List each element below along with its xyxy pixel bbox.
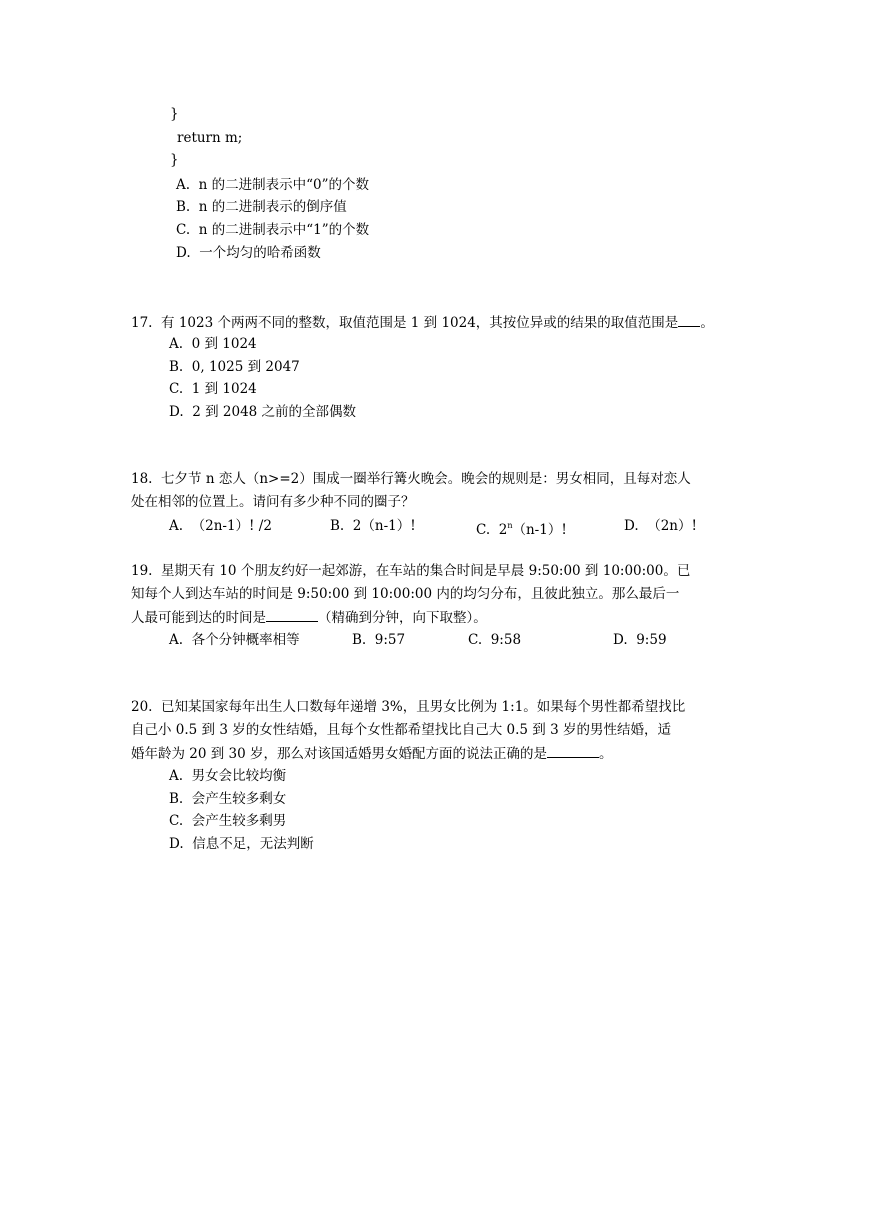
q18-option-a: A. （2n-1）! /2	[169, 518, 272, 534]
q20-stem-line1: 20. 已知某国家每年出生人口数每年递增 3%，且男女比例为 1:1。如果每个男性都希望找比	[131, 699, 686, 715]
q19-stem-line1: 19. 星期天有 10 个朋友约好一起郊游，在车站的集合时间是早晨 9:50:00 到 10:00:00。已	[131, 563, 691, 579]
q18-option-c-post: （n-1）!	[512, 522, 567, 538]
q20-stem-line3-post: 。	[599, 746, 613, 762]
q19-stem-line3-post: （精确到分钟，向下取整）。	[318, 610, 487, 626]
q17-stem-end: 。	[700, 315, 714, 331]
q17-stem	[131, 312, 714, 333]
q17-option-c: C. 1 到 1024	[169, 381, 257, 397]
q18-option-c-exponent: n	[507, 521, 513, 530]
q20-option-c: C. 会产生较多剩男	[169, 813, 287, 829]
q17-answer-blank	[678, 312, 700, 327]
q19-stem-line3	[131, 607, 487, 628]
q18-option-c-pre: C. 2	[476, 522, 508, 538]
q18-option-c	[476, 516, 567, 540]
q16-option-a: A. n 的二进制表示中“0”的个数	[176, 177, 370, 193]
q18-stem-line2: 处在相邻的位置上。请问有多少种不同的圈子？	[131, 494, 415, 510]
q16-option-c: C. n 的二进制表示中“1”的个数	[176, 222, 370, 238]
q18-stem-line1: 18. 七夕节 n 恋人（n>=2）围成一圈举行篝火晚会。晚会的规则是：男女相同，且每对恋人	[131, 471, 691, 487]
q18-option-d: D. （2n）!	[624, 518, 697, 534]
q16-option-b: B. n 的二进制表示的倒序值	[176, 199, 347, 215]
q18-option-b: B. 2（n-1）!	[330, 518, 416, 534]
code-return-line: return m;	[177, 130, 243, 146]
q19-stem-line3-pre: 人最可能到达的时间是	[131, 610, 266, 626]
q20-option-d: D. 信息不足，无法判断	[169, 836, 314, 852]
q16-option-d: D. 一个均匀的哈希函数	[176, 245, 321, 261]
q20-option-b: B. 会产生较多剩女	[169, 791, 287, 807]
q19-option-d: D. 9:59	[613, 632, 667, 648]
q19-stem-line2: 知每个人到达车站的时间是 9:50:00 到 10:00:00 内的均匀分布，且彼此独立。那么最后一	[131, 586, 680, 602]
q19-option-a: A. 各个分钟概率相等	[169, 632, 300, 648]
q19-answer-blank	[266, 607, 318, 622]
q19-option-c: C. 9:58	[468, 632, 522, 648]
q19-option-b: B. 9:57	[352, 632, 406, 648]
q20-option-a: A. 男女会比较均衡	[169, 768, 287, 784]
q17-option-a: A. 0 到 1024	[169, 336, 257, 352]
q17-option-d: D. 2 到 2048 之前的全部偶数	[169, 404, 357, 420]
q20-stem-line3-pre: 婚年龄为 20 到 30 岁，那么对该国适婚男女婚配方面的说法正确的是	[131, 746, 548, 762]
q20-answer-blank	[547, 743, 599, 758]
q17-option-b: B. 0, 1025 到 2047	[169, 359, 300, 375]
q17-stem-text: 17. 有 1023 个两两不同的整数，取值范围是 1 到 1024，其按位异或的结果的取值范围是	[131, 315, 679, 331]
q20-stem-line2: 自己小 0.5 到 3 岁的女性结婚，且每个女性都希望找比自己大 0.5 到 3 岁的男性结婚，适	[131, 722, 671, 738]
code-close-brace: }	[170, 106, 179, 122]
q20-stem-line3	[131, 743, 613, 764]
code-close-brace-final: }	[170, 152, 179, 168]
